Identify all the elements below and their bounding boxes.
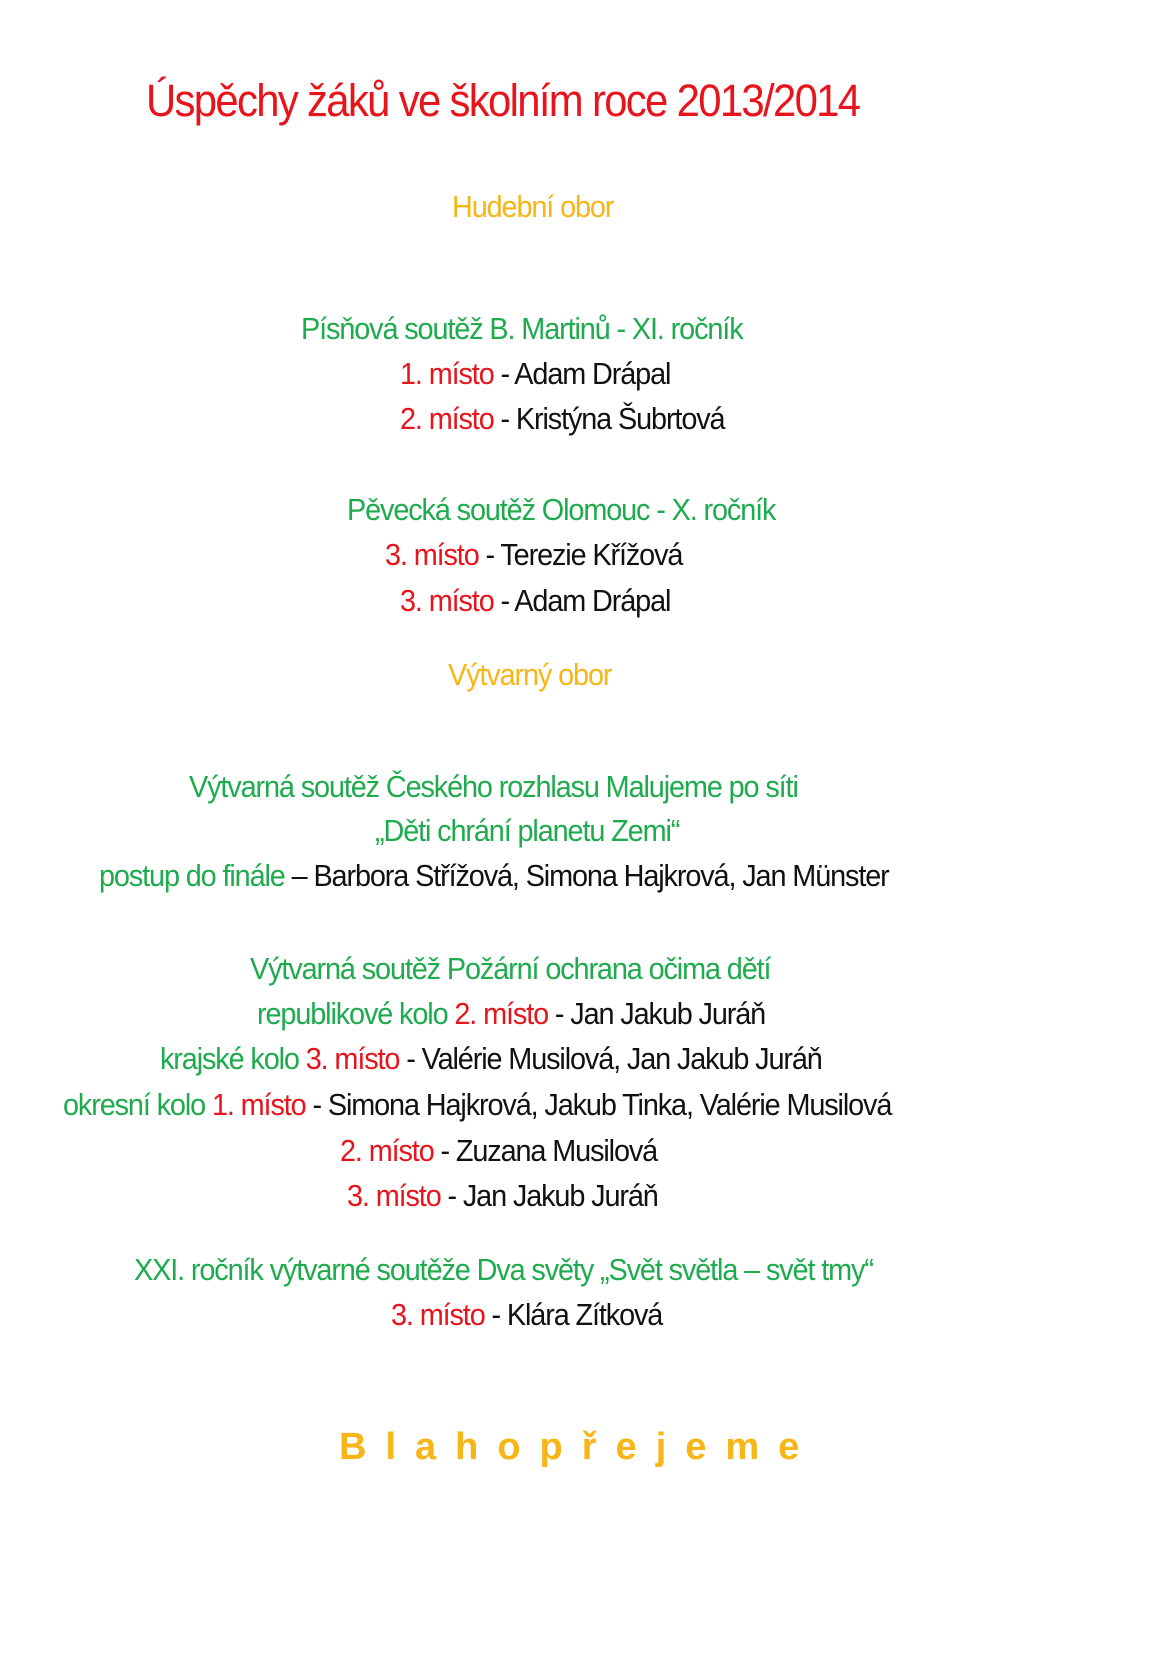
competition-subtitle: „Děti chrání planetu Zemi“ bbox=[375, 813, 680, 848]
place-label: 3. místo bbox=[400, 583, 494, 618]
student-name: Kristýna Šubrtová bbox=[515, 401, 725, 436]
place-label: 2. místo bbox=[454, 996, 549, 1031]
result-line bbox=[391, 1295, 662, 1335]
place-label: 1. místo bbox=[211, 1087, 306, 1122]
student-names: Jan Jakub Juráň bbox=[462, 1178, 658, 1213]
separator: - bbox=[493, 401, 516, 436]
separator: - bbox=[433, 1133, 456, 1168]
place-label: 2. místo bbox=[400, 401, 494, 436]
separator: - bbox=[305, 1087, 328, 1122]
section-heading-music: Hudební obor bbox=[452, 189, 614, 224]
competition-title: Výtvarná soutěž Českého rozhlasu Malujeme po síti bbox=[189, 769, 798, 804]
place-label: 3. místo bbox=[391, 1297, 485, 1332]
student-names: Barbora Střížová, Simona Hajkrová, Jan Münster bbox=[313, 858, 889, 893]
student-names: Zuzana Musilová bbox=[455, 1133, 658, 1168]
separator: - bbox=[493, 356, 515, 391]
result-line bbox=[385, 535, 682, 575]
place-label: 3. místo bbox=[347, 1178, 441, 1213]
result-line bbox=[400, 354, 670, 394]
result-line bbox=[400, 399, 724, 439]
competition-title: Písňová soutěž B. Martinů - XI. ročník bbox=[301, 311, 743, 346]
round-label: okresní kolo bbox=[63, 1087, 212, 1122]
result-line bbox=[63, 1085, 891, 1125]
student-name: Adam Drápal bbox=[514, 583, 671, 618]
result-line bbox=[347, 1176, 658, 1216]
place-label: 3. místo bbox=[305, 1041, 400, 1076]
result-line bbox=[340, 1131, 657, 1171]
competition-title: XXI. ročník výtvarné soutěže Dva světy „Svět světla – svět tmy“ bbox=[134, 1252, 873, 1287]
student-names: Simona Hajkrová, Jakub Tinka, Valérie Musilová bbox=[327, 1087, 892, 1122]
separator: - bbox=[484, 1297, 507, 1332]
separator: - bbox=[493, 583, 515, 618]
competition-title: Výtvarná soutěž Požární ochrana očima dětí bbox=[250, 951, 771, 986]
closing-congratulations: Blahopřejeme bbox=[339, 1426, 819, 1468]
round-label: krajské kolo bbox=[160, 1041, 306, 1076]
separator: - bbox=[478, 537, 501, 572]
place-label: 3. místo bbox=[385, 537, 479, 572]
result-line bbox=[99, 856, 889, 896]
place-label: 1. místo bbox=[400, 356, 494, 391]
separator: - bbox=[399, 1041, 422, 1076]
student-names: Valérie Musilová, Jan Jakub Juráň bbox=[421, 1041, 822, 1076]
round-label: postup do finále bbox=[99, 858, 285, 893]
separator: - bbox=[548, 996, 571, 1031]
place-label: 2. místo bbox=[340, 1133, 434, 1168]
page-title: Úspěchy žáků ve školním roce 2013/2014 bbox=[146, 75, 860, 126]
result-line bbox=[160, 1039, 822, 1079]
competition-title: Pěvecká soutěž Olomouc - X. ročník bbox=[347, 492, 776, 527]
result-line bbox=[400, 581, 670, 621]
student-names: Jan Jakub Juráň bbox=[570, 996, 766, 1031]
student-name: Terezie Křížová bbox=[500, 537, 683, 572]
separator: – bbox=[284, 858, 314, 893]
separator: - bbox=[440, 1178, 463, 1213]
student-names: Klára Zítková bbox=[506, 1297, 663, 1332]
result-line bbox=[257, 994, 765, 1034]
student-name: Adam Drápal bbox=[514, 356, 671, 391]
round-label: republikové kolo bbox=[257, 996, 455, 1031]
section-heading-art: Výtvarný obor bbox=[448, 657, 612, 692]
